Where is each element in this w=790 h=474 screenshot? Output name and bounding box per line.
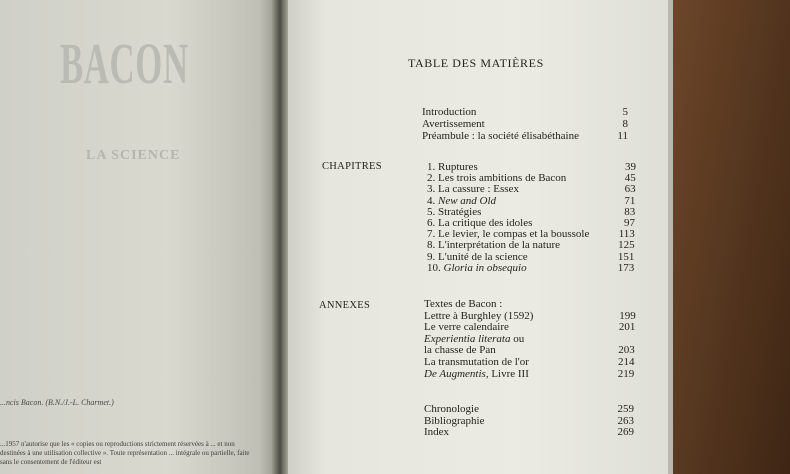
annex-entry-label bbox=[424, 334, 524, 345]
chapter-entry-label bbox=[427, 263, 527, 274]
end-entry-label bbox=[424, 404, 479, 415]
chapter-entry-page: 97 bbox=[624, 217, 635, 229]
annex-entry-page: 214 bbox=[618, 356, 635, 368]
chapter-entry-title: 6. La critique des idoles bbox=[427, 217, 533, 229]
annex-entry-page: 219 bbox=[617, 367, 635, 380]
end-entry-page: 259 bbox=[617, 403, 634, 415]
toc-title: TABLE DES MATIÈRES bbox=[408, 56, 544, 70]
annex-entry-label bbox=[424, 322, 509, 333]
annex-entry-suffix: , Livre III bbox=[485, 367, 529, 380]
intro-entry-page: 11 bbox=[617, 130, 628, 142]
end-entry-title: Index bbox=[424, 426, 450, 438]
chapter-entry-page: 63 bbox=[624, 183, 636, 196]
copyright-fine-print: ...1957 n'autorise que les « copies ou reproductions strictement réservées à ... et non destinées à une utilisation collective ». Toute représentation ... intégrale ou partielle, faite sans le consentement de l'éditeur est bbox=[0, 440, 250, 466]
annex-entry-page: 199 bbox=[619, 309, 636, 322]
chapter-entry-number: 10. bbox=[427, 261, 444, 274]
intro-entry-title: Introduction bbox=[422, 106, 477, 118]
annexes-heading: ANNEXES bbox=[319, 300, 371, 311]
chapter-entry-page: 39 bbox=[625, 161, 636, 173]
end-entry-title: Bibliographie bbox=[424, 414, 485, 427]
chapter-entry-title: 2. Les trois ambitions de Bacon bbox=[427, 172, 567, 185]
annex-entry-title: la chasse de Pan bbox=[424, 344, 496, 357]
annex-entry-page: 201 bbox=[618, 321, 636, 334]
chapter-entry-page: 71 bbox=[624, 194, 636, 207]
chapter-entry-title: 1. Ruptures bbox=[427, 161, 478, 173]
annex-entry-title: De Augmentis bbox=[424, 367, 486, 380]
chapter-entry-title: Gloria in obsequio bbox=[443, 261, 527, 274]
chapter-entry-number: 4. bbox=[427, 194, 438, 207]
chapter-entry-page: 83 bbox=[624, 205, 636, 218]
annex-entry-title: Experientia literata bbox=[424, 332, 511, 345]
chapters-heading: CHAPITRES bbox=[322, 161, 382, 172]
annex-entry-page: 203 bbox=[618, 344, 635, 357]
chapter-entry-title: 5. Stratégies bbox=[427, 205, 482, 218]
chapter-entry-page: 125 bbox=[618, 239, 635, 252]
intro-entry-page: 8 bbox=[622, 118, 628, 130]
annex-entry-label bbox=[424, 345, 496, 356]
annex-entry-title: Textes de Bacon : bbox=[424, 298, 503, 310]
chapter-entry-title: 3. La cassure : Essex bbox=[427, 183, 519, 196]
chapter-entry-title: 9. L'unité de la science bbox=[427, 250, 528, 263]
spine-ghost-text: BACON bbox=[60, 31, 189, 96]
chapter-entry-title: 8. L'interprétation de la nature bbox=[427, 239, 561, 252]
annex-entry-suffix: ou bbox=[510, 332, 525, 345]
annex-entry-title: Le verre calendaire bbox=[424, 321, 509, 334]
spine-ghost-subtext: LA SCIENCE bbox=[86, 148, 181, 163]
annex-entry-label bbox=[424, 299, 502, 310]
intro-entry-title: Avertissement bbox=[422, 118, 485, 130]
end-entry-label bbox=[424, 416, 485, 427]
intro-entry-label bbox=[422, 107, 476, 118]
chapter-entry-title: New and Old bbox=[438, 194, 497, 207]
end-entry-label bbox=[424, 427, 449, 438]
annex-entry-title: Lettre à Burghley (1592) bbox=[424, 309, 534, 322]
page-edge bbox=[668, 0, 673, 474]
intro-entry-page: 5 bbox=[622, 106, 628, 118]
end-entry-page: 263 bbox=[617, 414, 634, 427]
chapter-entry-page: 151 bbox=[617, 250, 635, 263]
left-page bbox=[0, 0, 282, 474]
end-entry-page: 269 bbox=[617, 426, 634, 438]
chapter-entry-page: 113 bbox=[618, 228, 635, 241]
chapter-entry-title: 7. Le levier, le compas et la boussole bbox=[427, 228, 590, 241]
intro-entry-title: Préambule : la société élisabéthaine bbox=[422, 130, 579, 142]
end-entry-title: Chronologie bbox=[424, 403, 479, 415]
chapter-entry-page: 45 bbox=[624, 172, 636, 185]
chapter-entry-page: 173 bbox=[617, 261, 635, 274]
annex-entry-label bbox=[424, 311, 533, 322]
image-caption: ...ncis Bacon. (B.N./J.-L. Charmet.) bbox=[0, 398, 114, 407]
annex-entry-label bbox=[424, 357, 529, 368]
annex-entry-label bbox=[424, 369, 529, 380]
intro-entry-label bbox=[422, 131, 579, 142]
intro-entry-label bbox=[422, 119, 485, 130]
annex-entry-title: La transmutation de l'or bbox=[424, 356, 529, 368]
